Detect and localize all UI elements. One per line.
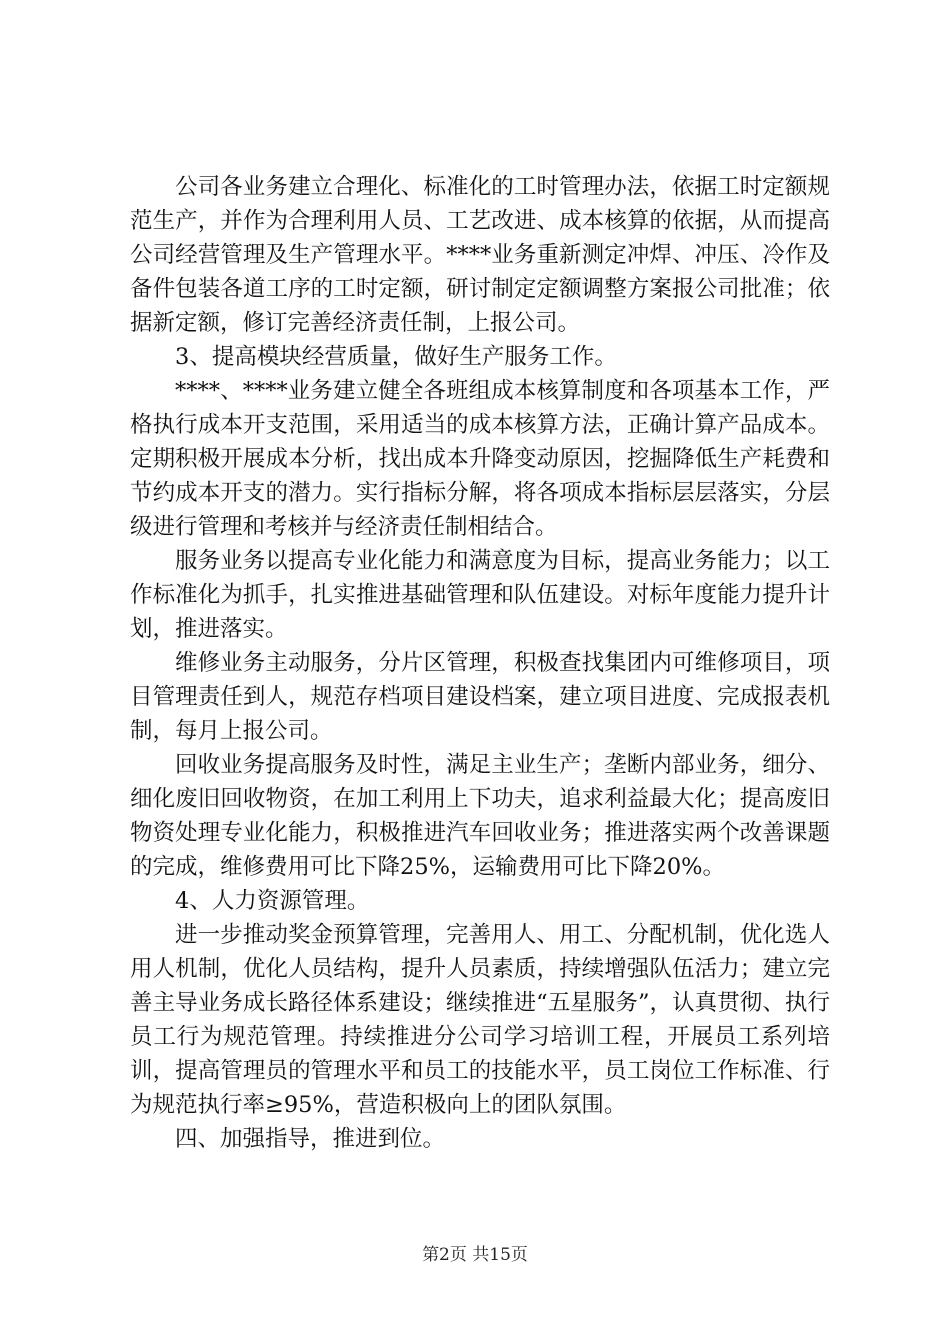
paragraph-worktime-management: 公司各业务建立合理化、标准化的工时管理办法，依据工时定额规范生产，并作为合理利用人员、工艺改进、成本核算的依据，从而提高公司经营管理及生产管理水平。****业务重新测定冲焊、冲压、冷作及备件包装各道工序的工时定额，研讨制定定额调整方案报公司批准；依据新定额，修订完善经济责任制，上报公司。 bbox=[130, 174, 830, 336]
page-footer: 第2页 共15页 bbox=[422, 1245, 528, 1265]
document-body bbox=[130, 170, 830, 1156]
heading-strengthen-guidance: 四、加强指导，推进到位。 bbox=[175, 1126, 446, 1152]
heading-improve-module-quality: 3、提高模块经营质量，做好生产服务工作。 bbox=[175, 344, 617, 370]
paragraph-service-business: 服务业务以提高专业化能力和满意度为目标，提高业务能力；以工作标准化为抓手，扎实推进基础管理和队伍建设。对标年度能力提升计划，推进落实。 bbox=[130, 548, 830, 642]
paragraph-hr-details: 进一步推动奖金预算管理，完善用人、用工、分配机制，优化选人用人机制，优化人员结构，提升人员素质，持续增强队伍活力；建立完善主导业务成长路径体系建设；继续推进“五星服务”，认真贯彻、执行员工行为规范管理。持续推进分公司学习培训工程，开展员工系列培训，提高管理员的管理水平和员工的技能水平，员工岗位工作标准、行为规范执行率≥95%，营造积极向上的团队氛围。 bbox=[130, 922, 830, 1118]
heading-human-resources: 4、人力资源管理。 bbox=[175, 888, 370, 914]
paragraph-maintenance-business: 维修业务主动服务，分片区管理，积极查找集团内可维修项目，项目管理责任到人，规范存档项目建设档案，建立项目进度、完成报表机制，每月上报公司。 bbox=[130, 650, 830, 744]
paragraph-recycling-business: 回收业务提高服务及时性，满足主业生产；垄断内部业务，细分、细化废旧回收物资，在加工利用上下功夫，追求利益最大化；提高废旧物资处理专业化能力，积极推进汽车回收业务；推进落实两个改善课题的完成，维修费用可比下降25%，运输费用可比下降20%。 bbox=[130, 752, 830, 880]
paragraph-cost-accounting: ****、****业务建立健全各班组成本核算制度和各项基本工作，严格执行成本开支范围，采用适当的成本核算方法，正确计算产品成本。定期积极开展成本分析，找出成本升降变动原因，挖掘降低生产耗费和节约成本开支的潜力。实行指标分解，将各项成本指标层层落实，分层级进行管理和考核并与经济责任制相结合。 bbox=[130, 378, 830, 540]
